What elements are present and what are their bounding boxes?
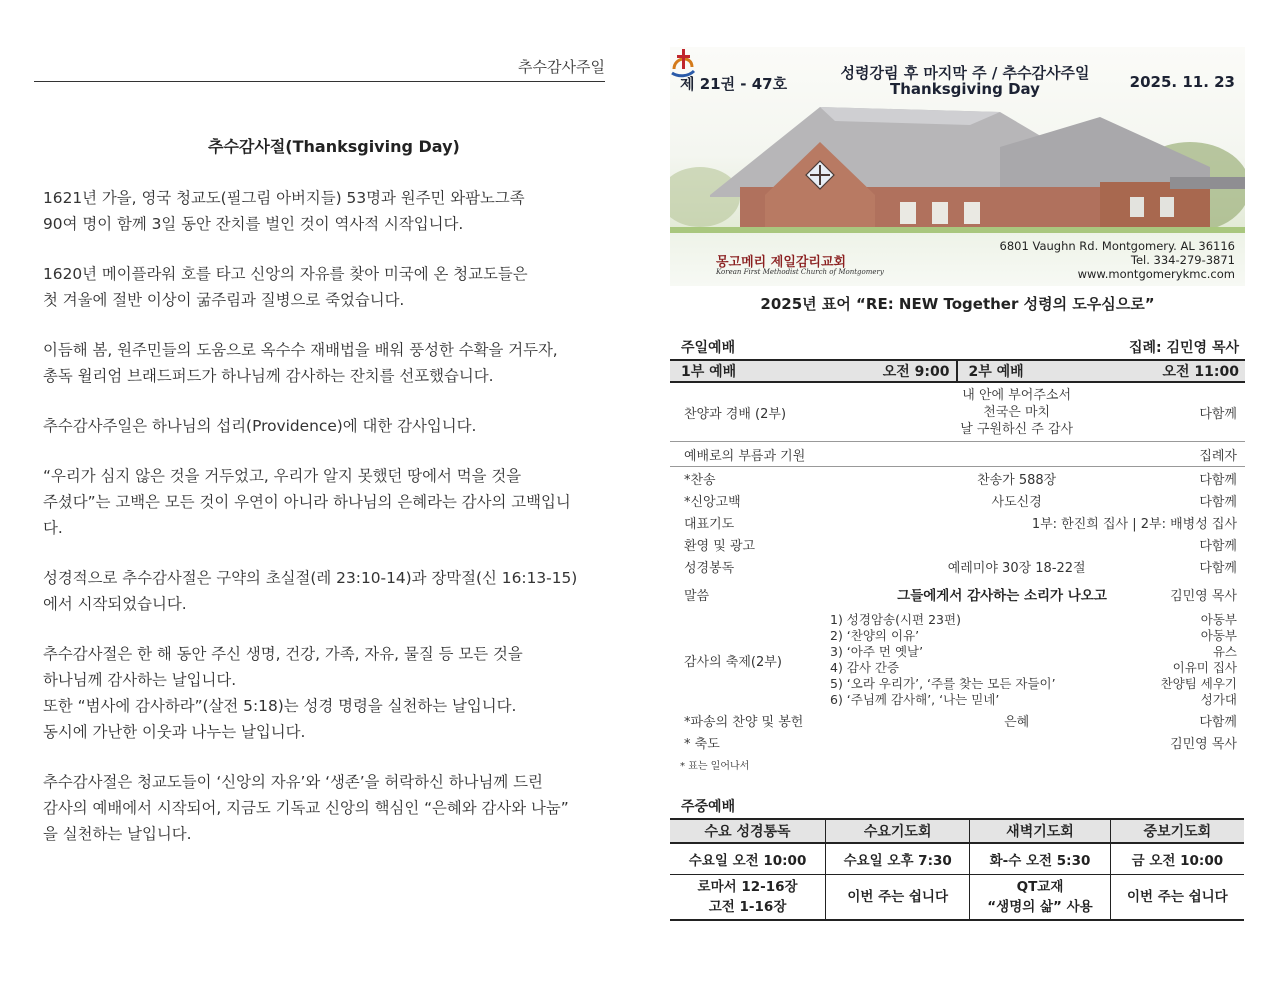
detail-line: 고전 1-16장	[708, 899, 787, 915]
article-body	[43, 185, 603, 871]
year-motto: 2025년 표어 “RE: NEW Together 성령의 도우심으로”	[760, 295, 1155, 313]
worship-item-row	[670, 533, 1245, 555]
paragraph-line: 추수감사절은 청교도들이 ‘신앙의 자유’와 ‘생존’을 허락하신 하나님께 드린	[43, 773, 543, 791]
weekday-column-header: 수요기도회	[826, 819, 970, 843]
festival-performer: 아동부	[1200, 612, 1237, 627]
worship-item-row	[670, 467, 1245, 489]
detail-line: 이번 주는 쉽니다	[1127, 889, 1228, 905]
bulletin-title: 성령강림 후 마지막 주 / 추수감사주일 Thanksgiving Day	[840, 64, 1090, 98]
festival-performer: 성가대	[1200, 692, 1237, 707]
festival-item: 3) ‘아주 먼 옛날’	[830, 644, 924, 659]
weekday-time-cell: 수요일 오전 10:00	[670, 843, 826, 875]
church-logo-icon	[670, 47, 696, 79]
paragraph-line: 추수감사절은 한 해 동안 주신 생명, 건강, 가족, 자유, 물질 등 모든 것을	[43, 645, 523, 663]
paragraph-line: 총독 윌리엄 브래드퍼드가 하나님께 감사하는 잔치를 선포했습니다.	[43, 367, 494, 385]
paragraph-line: 첫 겨울에 절반 이상이 굶주림과 질병으로 죽었습니다.	[43, 291, 405, 309]
paragraph-line: 주셨다”는 고백은 모든 것이 우연이 아니라 하나님의 은혜라는 감사의 고백입니	[43, 493, 571, 511]
festival-item: 5) ‘오라 우리가’, ‘주를 찾는 모든 자들이’	[830, 676, 1056, 691]
item-label: *찬송	[684, 472, 716, 488]
paragraph-line: 추수감사주일은 하나님의 섭리(Providence)에 대한 감사입니다.	[43, 417, 477, 435]
article-paragraph	[43, 261, 603, 313]
praise-songs: 내 안에 부어주소서 천국은 마치 날 구원하신 주 감사	[960, 387, 1074, 437]
article-paragraph	[43, 413, 603, 439]
item-leader: 다함께	[1199, 714, 1237, 730]
paragraph-line: 또한 “범사에 감사하라”(살전 5:18)는 성경 명령을 실천하는 날입니다.	[43, 697, 517, 715]
item-label: *파송의 찬양 및 봉헌	[684, 714, 804, 730]
standing-note: * 표는 일어나서	[680, 761, 750, 772]
item-label: 대표기도	[684, 516, 735, 532]
item-label: 성경봉독	[684, 560, 735, 576]
paragraph-line: 성경적으로 추수감사절은 구약의 초실절(레 23:10-14)과 장막절(신 16:13-15)	[43, 569, 578, 587]
paragraph-line: 90여 명이 함께 3일 동안 잔치를 벌인 것이 역사적 시작입니다.	[43, 215, 464, 233]
detail-line: “생명의 삶” 사용	[987, 899, 1093, 915]
item-leader: 다함께	[1199, 472, 1237, 488]
item-content: 예레미야 30장 18-22절	[947, 560, 1086, 576]
festival-program	[796, 612, 1161, 708]
sermon-title: 그들에게서 감사하는 소리가 나오고	[897, 588, 1107, 604]
item-leader: 다함께	[1199, 494, 1237, 510]
praise-worship-row: 찬양과 경배 (2부) 내 안에 부어주소서 천국은 마치 날 구원하신 주 감사 다함께	[670, 383, 1245, 442]
church-phone: Tel. 334-279-3871	[1130, 253, 1235, 267]
weekday-time-cell: 금 오전 10:00	[1110, 843, 1244, 875]
item-content: 찬송가 588장	[977, 472, 1057, 488]
festival-item: 2) ‘찬양의 이유’	[830, 628, 920, 643]
item-leader: 다함께	[1199, 538, 1237, 554]
paragraph-line: 다.	[43, 519, 63, 537]
weekday-worship-table	[670, 818, 1244, 921]
closing-items	[670, 709, 1245, 753]
church-website[interactable]: www.montgomerykmc.com	[1077, 267, 1235, 281]
weekday-time-cell: 수요일 오후 7:30	[826, 843, 970, 875]
presider: 집례: 김민영 목사	[1128, 340, 1239, 356]
first-service: 1부 예배 오전 9:00	[670, 361, 958, 381]
weekday-detail-cell	[826, 875, 970, 921]
worship-item-row	[670, 555, 1245, 577]
weekday-detail-cell	[670, 875, 826, 921]
worship-item-row	[670, 489, 1245, 511]
article-paragraph	[43, 565, 603, 617]
weekday-column-header: 중보기도회	[1110, 819, 1244, 843]
weekday-time-cell: 화-수 오전 5:30	[970, 843, 1111, 875]
item-leader: 다함께	[1199, 560, 1237, 576]
volume-number: 제 21권 - 47호	[680, 75, 788, 93]
weekday-column-header: 수요 성경통독	[670, 819, 826, 843]
worship-item-row	[670, 709, 1245, 731]
weekday-worship-heading: 주중예배	[681, 799, 736, 815]
item-label: * 축도	[684, 736, 720, 752]
article-title: 추수감사절(Thanksgiving Day)	[208, 137, 460, 156]
item-label: 환영 및 광고	[684, 538, 756, 554]
article-paragraph	[43, 641, 603, 745]
paragraph-line: “우리가 심지 않은 것을 거두었고, 우리가 알지 못했던 땅에서 먹을 것을	[43, 467, 522, 485]
thanksgiving-festival-row: 감사의 축제(2부) 1) 성경암송(시편 23편) 2) ‘찬양의 이유’ 3) ‘아주 먼 옛날’ 4) 감사 간증 5) ‘오라 우리가’, ‘주를 찾는 모든 자들이’ 6) ‘주님께 감사해’, ‘나는 믿네’ 아동부 아동부 유스 이유미 집사 찬양팀 세우기 성가대	[684, 612, 1237, 707]
sermon-row: 말씀 그들에게서 감사하는 소리가 나오고 김민영 목사	[670, 577, 1245, 611]
festival-item: 4) 감사 간증	[830, 660, 900, 675]
header-rule	[34, 81, 605, 82]
paragraph-line: 이듬해 봄, 원주민들의 도움으로 옥수수 재배법을 배워 풍성한 수확을 거두자,	[43, 341, 558, 359]
worship-items	[670, 467, 1245, 577]
paragraph-line: 1621년 가을, 영국 청교도(필그림 아버지들) 53명과 원주민 와팜노그족	[43, 189, 525, 207]
article-paragraph	[43, 463, 603, 541]
item-leader: 김민영 목사	[1170, 736, 1237, 752]
paragraph-line: 을 실천하는 날입니다.	[43, 825, 192, 843]
paragraph-line: 에서 시작되었습니다.	[43, 595, 187, 613]
paragraph-line: 감사의 예배에서 시작되어, 지금도 기독교 신앙의 핵심인 “은혜와 감사와 나눔”	[43, 799, 569, 817]
festival-item: 6) ‘주님께 감사해’, ‘나는 믿네’	[830, 692, 1000, 707]
weekday-column-header: 새벽기도회	[970, 819, 1111, 843]
festival-item: 1) 성경암송(시편 23편)	[830, 612, 961, 627]
church-name-english: Korean First Methodist Church of Montgomery	[716, 268, 884, 276]
paragraph-line: 동시에 가난한 이웃과 나누는 날입니다.	[43, 723, 306, 741]
bulletin-banner	[670, 47, 1245, 286]
service-times-bar	[670, 359, 1245, 383]
church-address: 6801 Vaughn Rd. Montgomery. AL 36116	[999, 239, 1235, 253]
paragraph-line: 1620년 메이플라워 호를 타고 신앙의 자유를 찾아 미국에 온 청교도들은	[43, 265, 528, 283]
order-of-worship	[670, 383, 1245, 772]
item-label: *신앙고백	[684, 494, 741, 510]
festival-performers	[1161, 612, 1237, 708]
article-paragraph	[43, 185, 603, 237]
paragraph-line: 하나님께 감사하는 날입니다.	[43, 671, 237, 689]
item-content: 은혜	[1004, 714, 1030, 730]
item-content: 사도신경	[991, 494, 1042, 510]
worship-item-row	[670, 731, 1245, 753]
item-leader: 1부: 한진희 집사 | 2부: 배병성 집사	[1031, 516, 1237, 532]
bulletin-date: 2025. 11. 23	[1129, 73, 1235, 91]
festival-performer: 유스	[1212, 644, 1237, 659]
church-name: 몽고메리 제일감리교회	[716, 255, 847, 270]
second-service: 2부 예배 오전 11:00	[968, 364, 1239, 380]
detail-line: QT교재	[1016, 879, 1064, 895]
call-to-worship-row: 예배로의 부름과 기원 집례자	[670, 442, 1245, 467]
article-paragraph	[43, 769, 603, 847]
festival-performer: 이유미 집사	[1172, 660, 1237, 675]
detail-line: 이번 주는 쉽니다	[847, 889, 949, 905]
worship-item-row	[670, 511, 1245, 533]
festival-performer: 찬양팀 세우기	[1160, 676, 1237, 691]
church-contact	[1000, 239, 1235, 281]
page-header-label: 추수감사주일	[518, 58, 605, 76]
festival-performer: 아동부	[1200, 628, 1237, 643]
weekday-detail-cell	[1110, 875, 1244, 921]
article-paragraph	[43, 337, 603, 389]
sunday-worship-heading: 주일예배 집례: 김민영 목사	[670, 337, 1245, 357]
right-page	[670, 47, 1245, 921]
weekday-detail-cell	[970, 875, 1111, 921]
detail-line: 로마서 12-16장	[697, 879, 798, 895]
